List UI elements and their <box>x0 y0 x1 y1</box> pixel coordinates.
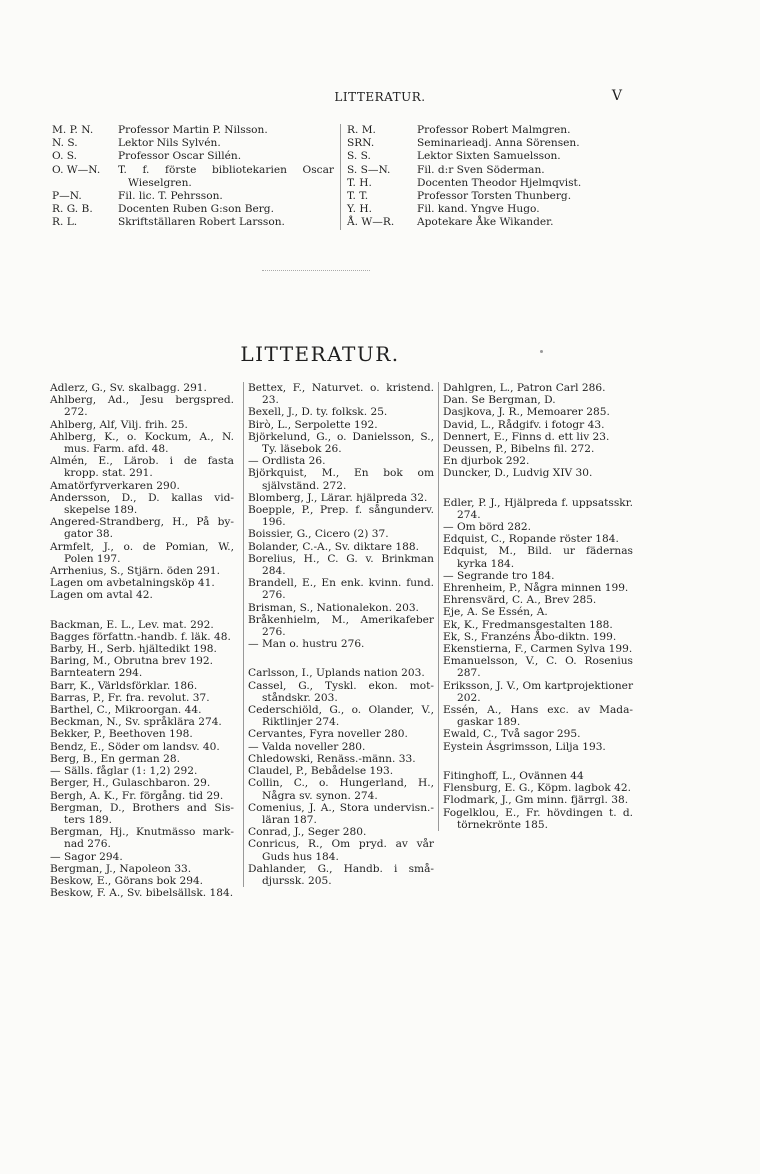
index-entry: Flodmark, J., Gm minn. fjärrgl. 38. <box>443 794 629 807</box>
legend-abbr <box>52 177 118 190</box>
index-entry: Birò, L., Serpolette 192. <box>248 418 378 431</box>
index-entry: Fogelklou, E., Fr. hövdingen t. d. törnekrönte 185. <box>443 806 633 831</box>
legend-name: Seminarieadj. Anna Sörensen. <box>417 137 580 150</box>
index-entry: Cervantes, Fyra noveller 280. <box>248 728 408 741</box>
legend-abbr: O. S. <box>52 150 78 163</box>
index-entry: — Valda noveller 280. <box>248 740 366 753</box>
index-entry: Brisman, S., Nationalekon. 203. <box>248 601 419 614</box>
legend-row <box>52 124 334 137</box>
index-entry: Duncker, D., Ludvig XIV 30. <box>443 467 593 480</box>
legend-name: Lektor Nils Sylvén. <box>118 137 221 150</box>
index-entry: Ahlberg, Alf, Vilj. frih. 25. <box>50 418 188 431</box>
index-entry: Eje, A. Se Essén, A. <box>443 606 548 619</box>
letter-group-gap <box>443 480 633 497</box>
index-entry: Edquist, M., Bild. ur fädernas kyrka 184. <box>443 545 633 570</box>
running-title: LITTERATUR. <box>334 90 426 104</box>
legend-row <box>347 177 647 190</box>
index-entry: Ekenstierna, F., Carmen Sylva 199. <box>443 643 633 656</box>
index-entry: Fitinghoff, L., Ovännen 44 <box>443 769 584 782</box>
page-number: V <box>611 88 622 104</box>
index-entry: Berger, H., Gulaschbaron. 29. <box>50 777 211 790</box>
section-divider <box>262 270 370 271</box>
legend-name: Fil. lic. T. Pehrsson. <box>118 190 223 203</box>
index-entry: Blomberg, J., Lärar. hjälpreda 32. <box>248 491 428 504</box>
index-entry: Ahlberg, Ad., Jesu bergspred. 272. <box>50 394 234 419</box>
index-entry: Ehrensvärd, C. A., Brev 285. <box>443 594 597 607</box>
index-entry: Deussen, P., Bibelns fil. 272. <box>443 443 595 456</box>
index-entry: Bexell, J., D. ty. folksk. 25. <box>248 406 388 419</box>
index-column-2 <box>243 382 434 887</box>
letter-group-gap <box>443 753 633 770</box>
index-entry: Beckman, N., Sv. språklära 274. <box>50 716 222 729</box>
index-entry: En djurbok 292. <box>443 455 530 468</box>
index-entry: — Om börd 282. <box>443 521 532 534</box>
index-entry: Dahlgren, L., Patron Carl 286. <box>443 382 606 394</box>
index-entry: Angered-Strandberg, H., På bygator 38. <box>50 516 234 541</box>
legend-name: Lektor Sixten Samuelsson. <box>417 150 561 163</box>
legend-row <box>52 190 334 203</box>
index-entry: Barr, K., Världsförklar. 186. <box>50 679 198 692</box>
index-entry: Comenius, J. A., Stora undervisn.-läran 187. <box>248 801 434 826</box>
index-entry: Ewald, C., Två sagor 295. <box>443 728 581 741</box>
index-entry: Almén, E., Lärob. i de fasta kropp. stat. 291. <box>50 455 234 480</box>
legend-row <box>347 164 647 177</box>
index-entry: Collin, C., o. Hungerland, H., Några sv. synon. 274. <box>248 777 434 802</box>
index-entry: Chledowski, Renäss.-männ. 33. <box>248 752 416 765</box>
index-entry: Lagen om avtal 42. <box>50 589 153 602</box>
index-entry: Beskow, F. A., Sv. bibelsällsk. 184. <box>50 887 234 900</box>
legend-row <box>347 124 647 137</box>
index-entry: Conricus, R., Om pryd. av vår Guds hus 184. <box>248 838 434 863</box>
index-entry: Adlerz, G., Sv. skalbagg. 291. <box>50 382 207 394</box>
index-entry: Carlsson, I., Uplands nation 203. <box>248 667 425 680</box>
index-entry: Björkelund, G., o. Danielsson, S., Ty. läsebok 26. <box>248 430 434 456</box>
index-entry: Dahlander, G., Handb. i smådjurssk. 205. <box>248 862 434 887</box>
legend-name: Fil. d:r Sven Söderman. <box>417 163 545 176</box>
index-entry: David, L., Rådgifv. i fotogr 43. <box>443 418 605 431</box>
index-entry: Lagen om avbetalningsköp 41. <box>50 577 215 590</box>
index-entry: Claudel, P., Bebådelse 193. <box>248 765 394 778</box>
legend-name: Professor Torsten Thunberg. <box>417 190 572 203</box>
legend-row <box>52 203 334 216</box>
index-entry: Edquist, C., Ropande röster 184. <box>443 533 619 546</box>
index-entry: Bendz, E., Söder om landsv. 40. <box>50 740 220 753</box>
legend-abbr: S. S. <box>347 150 371 163</box>
legend-abbr: P—N. <box>52 190 82 203</box>
legend-abbr: R. L. <box>52 216 78 229</box>
index-entry: Borelius, H., C. G. v. Brinkman 284. <box>248 552 434 578</box>
index-entry: Bergman, J., Napoleon 33. <box>50 862 192 875</box>
index-entry: Ahlberg, K., o. Kockum, A., N. mus. Farm. afd. 48. <box>50 430 234 456</box>
legend-name: Skriftställaren Robert Larsson. <box>118 216 285 229</box>
index-entry: Boepple, P., Prep. f. sångunderv. 196. <box>248 504 434 529</box>
legend-name: Fil. kand. Yngve Hugo. <box>417 203 540 216</box>
index-entry: — Segrande tro 184. <box>443 569 555 582</box>
legend-right-column <box>340 124 647 230</box>
index-entry: Dasjkova, J. R., Memoarer 285. <box>443 406 610 419</box>
legend-abbr: SRN. <box>347 137 375 150</box>
index-entry: Cassel, G., Tyskl. ekon. motståndskr. 203. <box>248 679 434 704</box>
index-entry: Flensburg, E. G., Köpm. lagbok 42. <box>443 782 631 795</box>
legend-name: T. f. förste bibliotekarien Oscar <box>118 163 334 176</box>
index-entry: Arrhenius, S., Stjärn. öden 291. <box>50 565 221 578</box>
index-entry: Ek, K., Fredmansgestalten 188. <box>443 618 613 631</box>
legend-row <box>347 190 647 203</box>
index-entry: Amatörfyrverkaren 290. <box>50 479 180 492</box>
legend-abbr: T. H. <box>347 176 372 189</box>
letter-group-gap <box>248 650 434 667</box>
index-entry: Eriksson, J. V., Om kartprojektioner 202. <box>443 679 634 704</box>
section-title: LITTERATUR. <box>240 342 400 366</box>
legend-row <box>52 164 334 177</box>
index-entry: Barras, P., Fr. fra. revolut. 37. <box>50 691 210 704</box>
index-entry: Bergh, A. K., Fr. förgång. tid 29. <box>50 789 224 802</box>
index-entry: Dan. Se Bergman, D. <box>443 394 556 407</box>
legend-row <box>52 137 334 150</box>
index-entry: Bekker, P., Beethoven 198. <box>50 728 193 741</box>
legend-row <box>52 150 334 163</box>
index-column-3 <box>438 382 633 831</box>
index-entry: Berg, B., En german 28. <box>50 752 180 765</box>
index-entry: — Ordlista 26. <box>248 455 326 468</box>
index-entry: Conrad, J., Seger 280. <box>248 826 367 839</box>
index-entry: Baring, M., Obrutna brev 192. <box>50 655 214 668</box>
legend-name: Docenten Theodor Hjelmqvist. <box>417 176 582 189</box>
index-entry: Andersson, D., D. kallas vidskepelse 189. <box>50 491 234 517</box>
legend-name: Apotekare Åke Wikander. <box>417 216 554 229</box>
index-entry: Barby, H., Serb. hjältedikt 198. <box>50 643 217 656</box>
index-entry: Bråkenhielm, M., Amerikafeber 276. <box>248 613 434 639</box>
index-entry: — Sälls. fåglar (1: 1,2) 292. <box>50 765 198 778</box>
index-entry: Bagges författn.-handb. f. läk. 48. <box>50 630 231 643</box>
legend-abbr: S. S—N. <box>347 163 391 176</box>
index-entry: Bettex, F., Naturvet. o. kristend. 23. <box>248 382 434 407</box>
legend-abbr: R. G. B. <box>52 203 93 216</box>
index-entry: Bergman, D., Brothers and Sisters 189. <box>50 801 234 826</box>
legend-abbr: T. T. <box>347 190 369 203</box>
legend-row <box>347 203 647 216</box>
index-entry: — Man o. hustru 276. <box>248 638 365 651</box>
legend-name: Docenten Ruben G:son Berg. <box>118 203 274 216</box>
index-entry: Armfelt, J., o. de Pomian, W., Polen 197. <box>50 540 234 565</box>
index-entry: Dennert, E., Finns d. ett liv 23. <box>443 430 610 443</box>
legend-name: Professor Oscar Sillén. <box>118 150 242 163</box>
legend-abbr: N. S. <box>52 137 78 150</box>
index-entry: Björkquist, M., En bok om självständ. 272. <box>248 467 434 492</box>
index-entry: Beskow, E., Görans bok 294. <box>50 874 204 887</box>
index-entry: Barthel, C., Mikroorgan. 44. <box>50 704 202 717</box>
index-entry: — Sagor 294. <box>50 850 123 863</box>
legend-row <box>347 137 647 150</box>
index-entry: Bergman, Hj., Knutmässo marknad 276. <box>50 826 234 851</box>
legend-name: Professor Martin P. Nilsson. <box>118 124 268 136</box>
letter-group-gap <box>50 602 234 619</box>
index-entry: Boissier, G., Cicero (2) 37. <box>248 528 389 541</box>
index-entry: Edler, P. J., Hjälpreda f. uppsatsskr. 274. <box>443 496 633 521</box>
index-entry: Backman, E. L., Lev. mat. 292. <box>50 618 214 631</box>
index-entry: Emanuelsson, V., C. O. Rosenius 287. <box>443 655 633 680</box>
index-entry: Bolander, C.-A., Sv. diktare 188. <box>248 540 419 553</box>
legend-row <box>52 177 334 190</box>
index-entry: Ek, S., Franzéns Åbo-diktn. 199. <box>443 630 617 643</box>
index-entry: Brandell, E., En enk. kvinn. fund. 276. <box>248 577 434 602</box>
legend-abbr: Å. W—R. <box>347 216 395 229</box>
legend-row <box>347 150 647 163</box>
legend-abbr: Y. H. <box>347 203 372 216</box>
legend-name: Wieselgren. <box>128 176 192 189</box>
index-entry: Essén, A., Hans exc. av Madagaskar 189. <box>443 704 633 729</box>
legend-left-column <box>52 124 334 230</box>
legend-abbr: R. M. <box>347 124 376 136</box>
legend-name: Professor Robert Malmgren. <box>417 124 571 136</box>
index-entry: Ehrenheim, P., Några minnen 199. <box>443 582 629 595</box>
legend-abbr: M. P. N. <box>52 124 94 136</box>
legend-row <box>347 216 647 229</box>
index-entry: Cederschiöld, G., o. Olander, V., Riktlinjer 274. <box>248 704 434 729</box>
legend-abbr: O. W—N. <box>52 163 101 176</box>
index-entry: Eystein Ásgrimsson, Lilja 193. <box>443 740 606 753</box>
index-entry: Barnteatern 294. <box>50 667 143 680</box>
index-column-1 <box>50 382 234 899</box>
legend-row <box>52 216 334 229</box>
